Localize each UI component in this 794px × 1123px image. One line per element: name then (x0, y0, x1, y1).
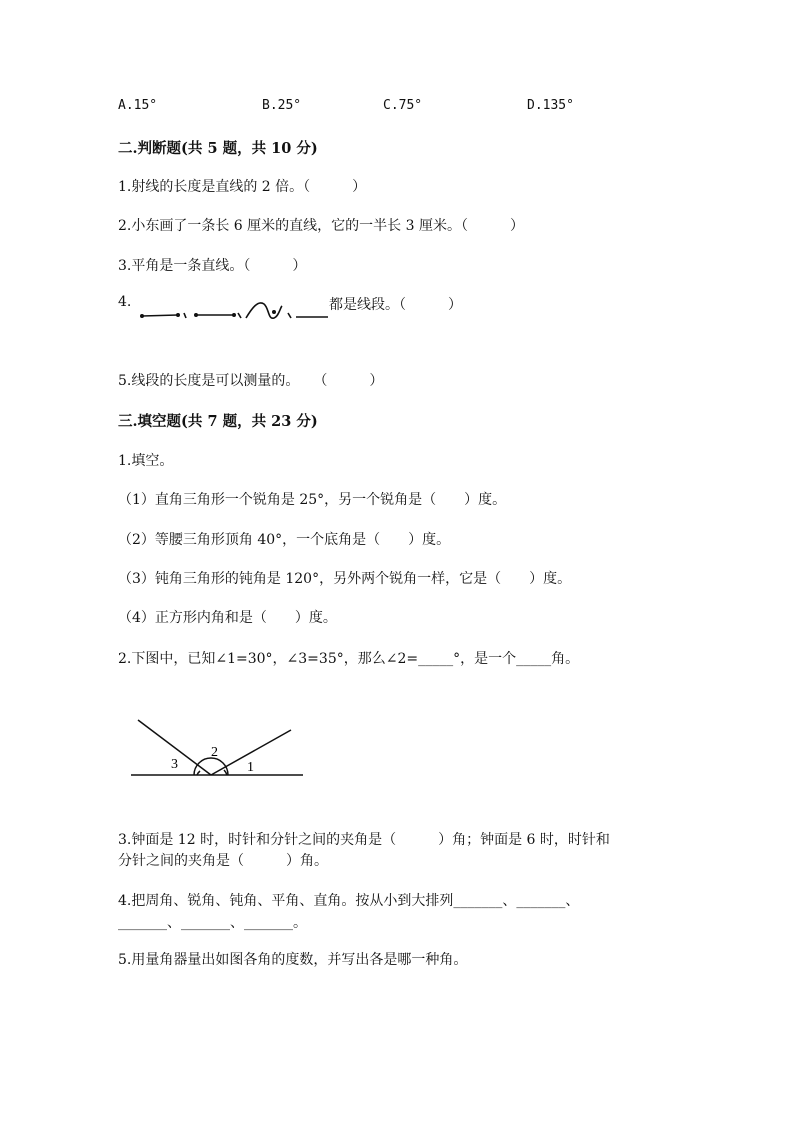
fill-q1-1: （1）直角三角形一个锐角是 25°，另一个锐角是（ ）度。 (118, 492, 507, 508)
fill-q1-3: （3）钝角三角形的钝角是 120°，另外两个锐角一样，它是（ ）度。 (118, 571, 572, 587)
fill-q1: 1.填空。 (118, 453, 174, 469)
option-d: D.135° (527, 98, 574, 113)
segment-figures (138, 296, 330, 326)
fill-q1-4: （4）正方形内角和是（ ）度。 (118, 610, 337, 626)
option-c: C.75° (383, 98, 423, 113)
fill-q1-2: （2）等腰三角形顶角 40°，一个底角是（ ）度。 (118, 532, 451, 548)
judge-q5: 5.线段的长度是可以测量的。 （ ） (118, 373, 384, 389)
fill-q4-line1: 4.把周角、锐角、钝角、平角、直角。按从小到大排列_______、_______、 (118, 893, 580, 909)
angle-figure (128, 712, 308, 792)
section2-heading: 二.判断题(共 5 题，共 10 分) (118, 140, 318, 157)
angle-label-3: 3 (171, 757, 178, 772)
judge-q2: 2.小东画了一条长 6 厘米的直线，它的一半长 3 厘米。（ ） (118, 218, 524, 234)
fill-q3-line1: 3.钟面是 12 时，时针和分针之间的夹角是（ ）角；钟面是 6 时，时针和 (118, 832, 610, 848)
judge-q1: 1.射线的长度是直线的 2 倍。（ ） (118, 179, 367, 195)
section3-heading: 三.填空题(共 7 题，共 23 分) (118, 413, 318, 430)
fill-q2: 2.下图中，已知∠1=30°，∠3=35°，那么∠2=_____°，是一个_____角。 (118, 651, 580, 667)
option-a: A.15° (118, 98, 158, 113)
angle-label-1: 1 (247, 760, 254, 775)
fill-q5: 5.用量角器量出如图各角的度数，并写出各是哪一种角。 (118, 952, 468, 968)
fill-q4-line2: _______、_______、_______。 (118, 915, 307, 931)
judge-q4-number: 4. (118, 294, 132, 310)
option-b: B.25° (262, 98, 302, 113)
judge-q3: 3.平角是一条直线。（ ） (118, 258, 307, 274)
judge-q4-text: 都是线段。（ ） (329, 297, 462, 313)
fill-q3-line2: 分针之间的夹角是（ ）角。 (118, 853, 328, 869)
angle-label-2: 2 (211, 745, 218, 760)
